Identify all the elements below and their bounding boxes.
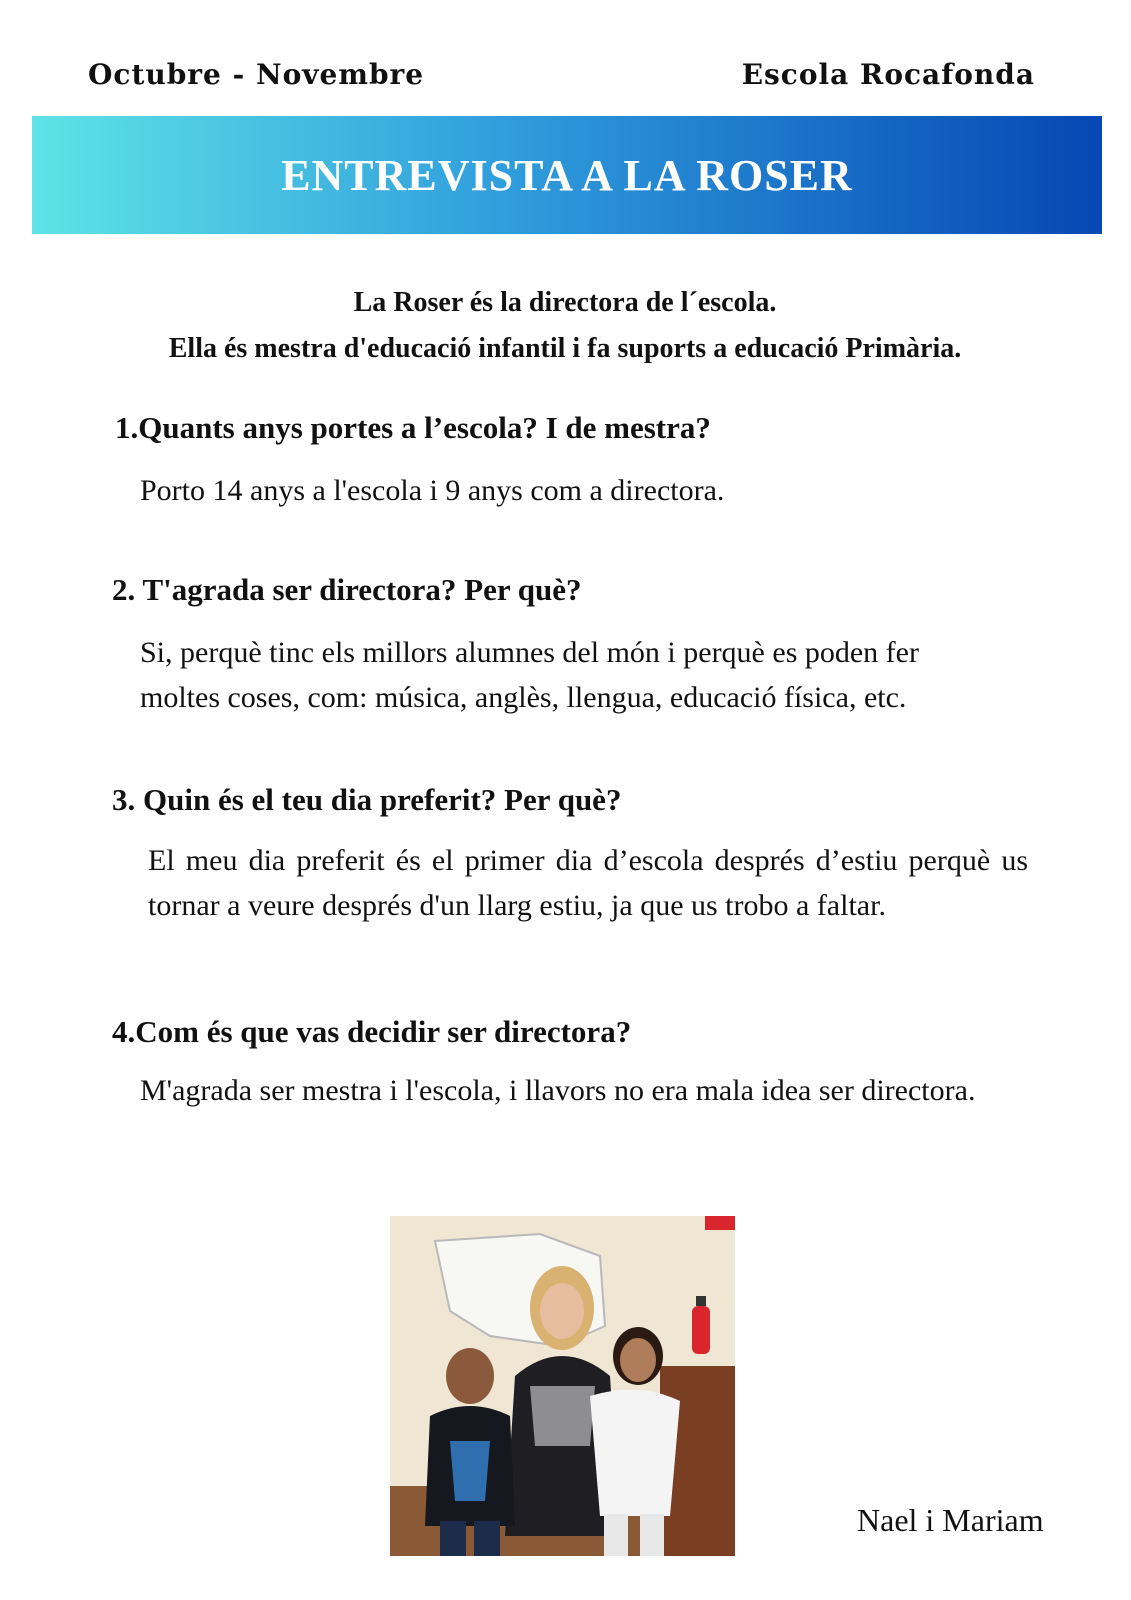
page-title: ENTREVISTA A LA ROSER: [281, 150, 853, 200]
question-2: 2. T'agrada ser directora? Per què?: [112, 572, 582, 607]
interview-photo-illustration: [390, 1216, 735, 1556]
answer-2-line-2: moltes coses, com: música, anglès, llengua, educació física, etc.: [140, 681, 907, 714]
answer-2-line-1: Si, perquè tinc els millors alumnes del món i perquè es poden fer: [140, 636, 919, 669]
answer-2: [140, 630, 1040, 720]
intro-line-1: La Roser és la directora de l´escola.: [353, 287, 777, 318]
author-signature: Nael i Mariam: [857, 1502, 1044, 1538]
intro-line-2: Ella és mestra d'educació infantil i fa suports a educació Primària.: [168, 333, 962, 364]
question-3: 3. Quin és el teu dia preferit? Per què?: [112, 782, 622, 817]
interview-photo: [390, 1216, 735, 1556]
question-4: 4.Com és que vas decidir ser directora?: [112, 1014, 632, 1049]
answer-4: M'agrada ser mestra i l'escola, i llavors no era mala idea ser directora.: [140, 1074, 976, 1107]
title-banner: [32, 116, 1102, 234]
question-1: 1.Quants anys portes a l’escola? I de mestra?: [115, 410, 711, 445]
header-period: Octubre - Novembre: [88, 58, 425, 91]
answer-3: El meu dia preferit és el primer dia d’escola després d’estiu perquè us tornar a veure després d'un llarg estiu, ja que us trobo a faltar.: [148, 844, 1028, 922]
header-school-name: Escola Rocafonda: [741, 58, 1035, 91]
answer-1: Porto 14 anys a l'escola i 9 anys com a directora.: [140, 474, 725, 507]
intro-block: [40, 280, 1090, 372]
